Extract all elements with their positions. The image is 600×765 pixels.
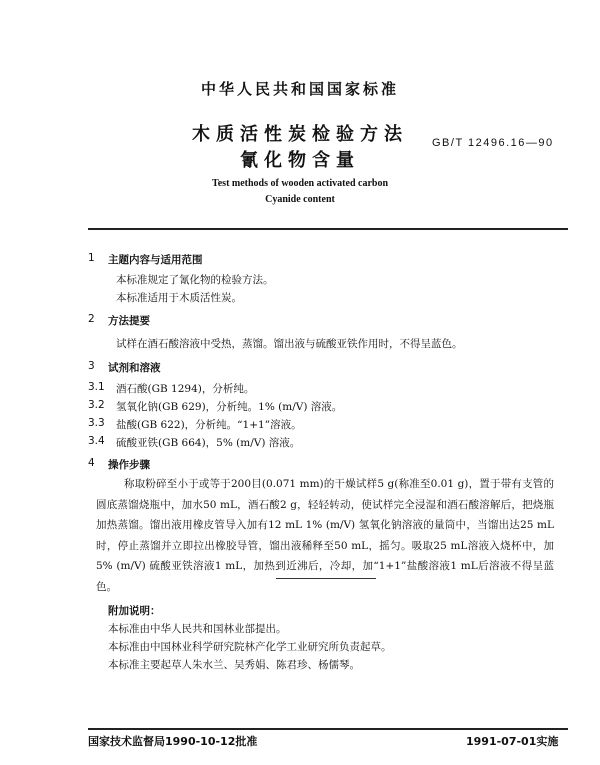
document-title-line2: 氰化物含量 xyxy=(240,150,360,171)
item-3-4-text: 硫酸亚铁(GB 664)，5% (m/V) 溶液。 xyxy=(116,437,301,449)
item-3-4-number: 3.4 xyxy=(88,435,105,447)
section-4-number: 4 xyxy=(88,457,95,469)
item-3-1-text: 酒石酸(GB 1294)，分析纯。 xyxy=(116,383,255,395)
item-3-3-text: 盐酸(GB 622)，分析纯。“1+1”溶液。 xyxy=(116,419,302,431)
standard-code: GB/T 12496.16—90 xyxy=(432,137,554,149)
item-3-2-text: 氢氧化钠(GB 629)，分析纯。1% (m/V) 溶液。 xyxy=(116,401,343,413)
section-1-number: 1 xyxy=(88,252,95,264)
section-4-heading: 操作步骤 xyxy=(108,459,150,471)
item-3-2-number: 3.2 xyxy=(88,399,105,411)
section-2-number: 2 xyxy=(88,313,95,325)
appendix-line3: 本标准主要起草人朱水兰、吴秀娟、陈君珍、杨儒琴。 xyxy=(108,659,360,671)
section-1-line2: 本标准适用于木质活性炭。 xyxy=(116,292,242,304)
header-divider xyxy=(88,228,568,230)
section-3-heading: 试剂和溶液 xyxy=(108,362,161,374)
appendix-line2: 本标准由中国林业科学研究院林产化学工业研究所负责起草。 xyxy=(108,641,392,653)
english-title-line1: Test methods of wooden activated carbon xyxy=(211,178,388,189)
item-3-1-number: 3.1 xyxy=(88,381,105,393)
footer-divider xyxy=(88,728,568,730)
section-1-line1: 本标准规定了氰化物的检验方法。 xyxy=(116,274,274,286)
item-3-3-number: 3.3 xyxy=(88,417,105,429)
document-title-line1: 木质活性炭检验方法 xyxy=(192,124,408,145)
appendix-line1: 本标准由中华人民共和国林业部提出。 xyxy=(108,623,287,635)
english-title-line2: Cyanide content xyxy=(265,194,335,205)
section-3-number: 3 xyxy=(88,360,95,372)
section-2-line1: 试样在酒石酸溶液中受热，蒸馏。馏出液与硫酸亚铁作用时，不得呈蓝色。 xyxy=(116,338,463,350)
body-end-divider xyxy=(276,578,376,579)
implementation-date: 1991-07-01实施 xyxy=(466,735,559,748)
approval-date: 国家技术监督局1990-10-12批准 xyxy=(88,735,258,748)
section-1-heading: 主题内容与适用范围 xyxy=(108,254,203,266)
section-2-heading: 方法提要 xyxy=(108,315,150,327)
appendix-title: 附加说明： xyxy=(108,605,161,617)
national-standard-label: 中华人民共和国国家标准 xyxy=(200,80,399,98)
section-4-paragraph: 称取粉碎至小于或等于200目(0.071 mm)的干燥试样5 g(称准至0.01 g)，置于带有支管的圆底蒸馏烧瓶中，加水50 mL，酒石酸2 g，轻轻转动，使试样完全浸湿和酒石酸溶解后，把烧瓶加热蒸馏。馏出液用橡皮管导入加有12 mL 1% (m/V) 氢氧化钠溶液的量筒中，当馏出达25 mL时，停止蒸馏并立即拉出橡胶导管，馏出液稀释至50 mL，摇匀。吸取25 mL溶液入烧杯中，加5% (m/V) 硫酸亚铁溶液1 mL，加热到近沸后，冷却，加“1+1”盐酸溶液1 mL后溶液不得呈蓝色。 xyxy=(96,478,554,593)
